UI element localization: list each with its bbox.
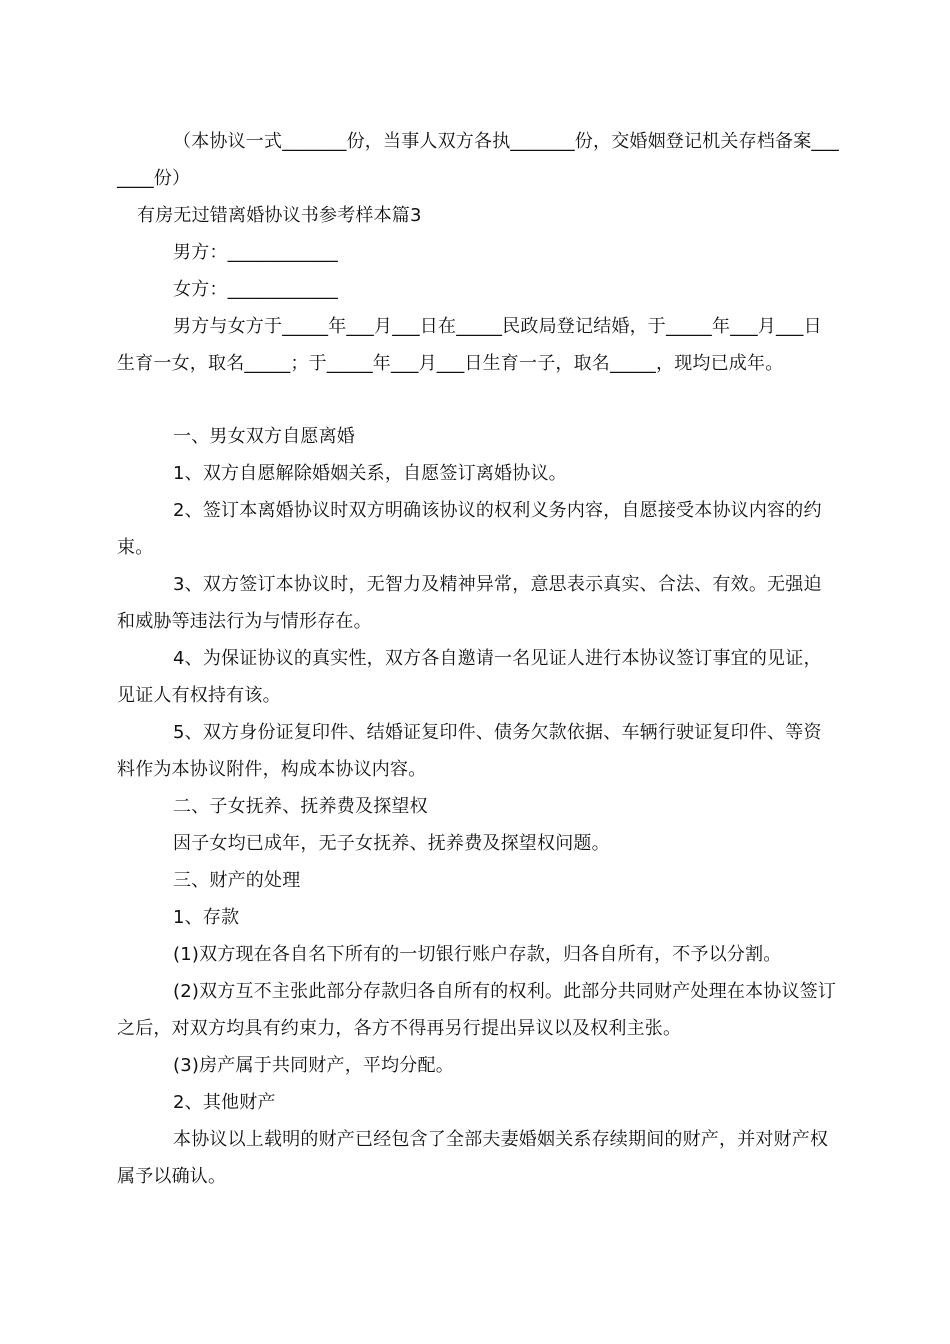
heading-child-support: 二、子女抚养、抚养费及探望权 [173,796,428,817]
blank-line [117,382,839,418]
clause-3: 3、双方签订本协议时，无智力及精神异常，意思表示真实、合法、有效。无强迫和威胁等违法行为与情形存在。 [117,574,822,632]
section-title: 有房无过错离婚协议书参考样本篇3 [137,205,422,226]
clause-1: 1、双方自愿解除婚姻关系，自愿签订离婚协议。 [173,463,567,484]
document-body [117,123,839,1195]
heading-voluntary-divorce: 一、男女双方自愿离婚 [173,426,355,447]
copies-note: （本协议一式_______份，当事人双方各执_______份，交婚姻登记机关存档备案_______份） [117,131,839,189]
subheading-other-property: 2、其他财产 [173,1092,276,1113]
clause-5: 5、双方身份证复印件、结婚证复印件、债务欠款依据、车辆行驶证复印件、等资料作为本协议附件，构成本协议内容。 [117,722,822,780]
marriage-info-paragraph: 男方与女方于_____年___月___日在_____民政局登记结婚，于_____年___月___日生育一女，取名_____；于_____年___月___日生育一子，取名_____，现均已成年。 [117,316,822,374]
deposit-item-3: (3)房产属于共同财产，平均分配。 [173,1055,454,1076]
child-support-text: 因子女均已成年，无子女抚养、抚养费及探望权问题。 [173,833,610,854]
subheading-deposits: 1、存款 [173,907,240,928]
deposit-item-2: (2)双方互不主张此部分存款归各自所有的权利。此部分共同财产处理在本协议签订之后，对双方均具有约束力，各方不得再另行提出异议以及权利主张。 [117,981,837,1039]
deposit-item-1: (1)双方现在各自名下所有的一切银行账户存款，归各自所有，不予以分割。 [173,944,782,965]
clause-2: 2、签订本离婚协议时双方明确该协议的权利义务内容，自愿接受本协议内容的约束。 [117,500,822,558]
clause-4: 4、为保证协议的真实性，双方各自邀请一名见证人进行本协议签订事宜的见证，见证人有权持有该。 [117,648,822,706]
other-property-text: 本协议以上载明的财产已经包含了全部夫妻婚姻关系存续期间的财产，并对财产权属予以确认。 [117,1129,829,1187]
female-party-line: 女方：____________ [173,279,338,300]
heading-property: 三、财产的处理 [173,870,301,891]
male-party-line: 男方：____________ [173,242,338,263]
